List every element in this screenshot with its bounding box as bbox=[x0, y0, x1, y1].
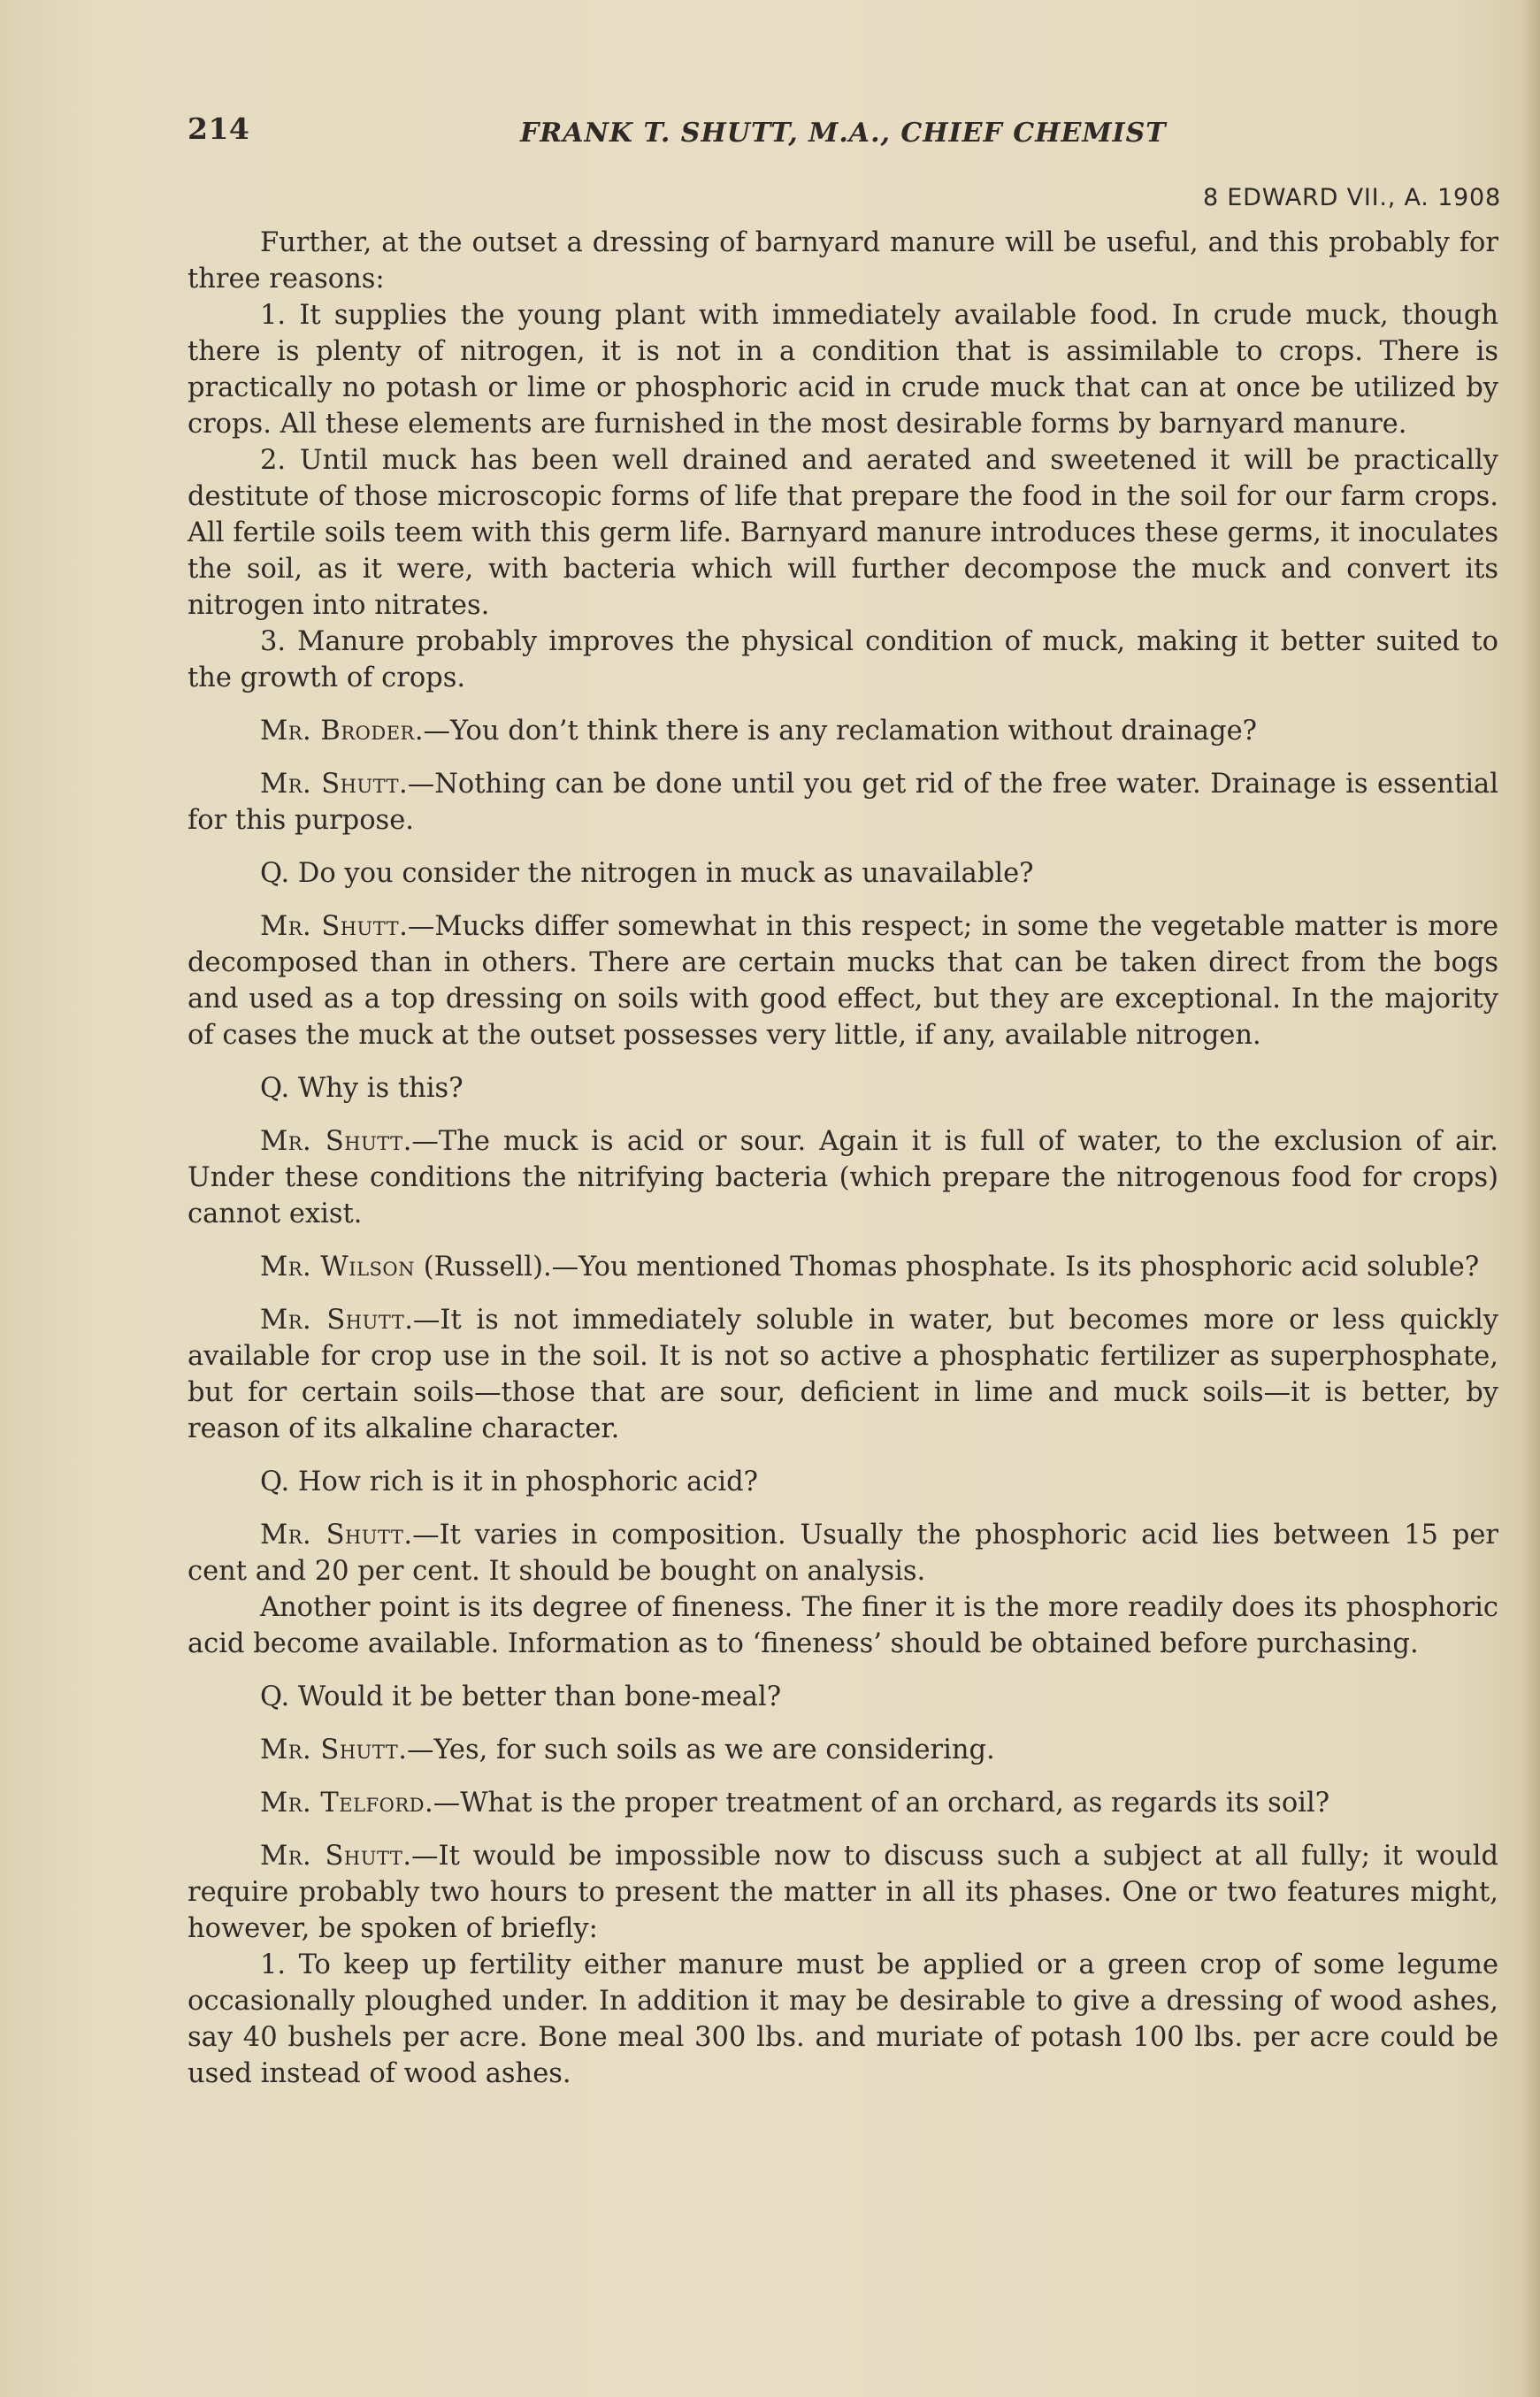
question-paragraph: Q. How rich is it in phosphoric acid? bbox=[260, 1467, 759, 1497]
paragraph: 2. Until muck has been well drained and aerated and sweetened it will be practically destitute of those microscopic forms of life that prepare the food in the soil for our farm crops. All fertile soils teem with this germ life. Barnyard manure introduces these germs, it inoculates the soil, as it were, with bacteria which will further decompose the muck and convert its nitrogen into nitrates. bbox=[188, 445, 1498, 621]
speaker-name: Mr. Shutt bbox=[260, 911, 400, 942]
dialogue-paragraph: Mr. Telford.—What is the proper treatment of an orchard, as regards its soil? bbox=[260, 1788, 1330, 1819]
paragraph: 3. Manure probably improves the physical condition of muck, making it better suited to the growth of crops. bbox=[188, 626, 1498, 693]
paragraph: Another point is its degree of fineness. The finer it is the more readily does its phosphoric acid become available. Information as to ‘fineness’ should be obtained before purchasing. bbox=[188, 1592, 1498, 1659]
speaker-name: Mr. Shutt bbox=[260, 1735, 399, 1765]
speaker-name: Mr. Shutt bbox=[260, 769, 400, 800]
dialogue-paragraph: Mr. Shutt.—Yes, for such soils as we are considering. bbox=[260, 1735, 995, 1765]
speaker-name: Mr. Shutt bbox=[260, 1126, 403, 1157]
page-edge-shadow bbox=[1521, 0, 1540, 2397]
speaker-name: Mr. Wilson bbox=[260, 1252, 415, 1283]
question-paragraph: Q. Do you consider the nitrogen in muck as unavailable? bbox=[260, 858, 1034, 889]
question-paragraph: Q. Why is this? bbox=[260, 1073, 464, 1104]
speaker-name: Mr. Shutt bbox=[260, 1841, 403, 1872]
dialogue-paragraph: Mr. Wilson (Russell).—You mentioned Thomas phosphate. Is its phosphoric acid soluble? bbox=[260, 1252, 1480, 1283]
dialogue-paragraph: Mr. Shutt.—Nothing can be done until you get rid of the free water. Drainage is essential for this purpose. bbox=[188, 769, 1498, 836]
speaker-name: Mr. Telford bbox=[260, 1788, 425, 1819]
dialogue-paragraph: Mr. Shutt.—It is not immediately soluble in water, but becomes more or less quickly available for crop use in the soil. It is not so active a phosphatic fertilizer as superphosphate, but for certain soils—those that are sour, deficient in lime and muck soils—it is better, by reason of its alkaline character. bbox=[188, 1305, 1498, 1444]
dialogue-paragraph: Mr. Shutt.—The muck is acid or sour. Again it is full of water, to the exclusion of air. Under these conditions the nitrifying bacteria (which prepare the nitrogenous food for crops) cannot exist. bbox=[188, 1126, 1498, 1229]
paragraph: Further, at the outset a dressing of barnyard manure will be useful, and this probably for three reasons: bbox=[188, 227, 1498, 295]
speaker-name: Mr. Shutt bbox=[260, 1520, 404, 1551]
paragraph: 1. To keep up fertility either manure must be applied or a green crop of some legume occasionally ploughed under. In addition it may be desirable to give a dressing of wood ashes, say 40 bushels per acre. Bone meal 300 lbs. and muriate of potash 100 lbs. per acre could be used instead of wood ashes. bbox=[188, 1949, 1498, 2089]
dialogue-paragraph: Mr. Shutt.—It varies in composition. Usually the phosphoric acid lies between 15 per cent and 20 per cent. It should be bought on analysis. bbox=[188, 1520, 1498, 1587]
question-paragraph: Q. Would it be better than bone-meal? bbox=[260, 1681, 782, 1712]
session-line: 8 EDWARD VII., A. 1908 bbox=[1202, 184, 1501, 211]
dialogue-paragraph: Mr. Broder.—You don’t think there is any reclamation without drainage? bbox=[260, 716, 1258, 747]
page-number: 214 bbox=[188, 111, 250, 146]
speaker-name: Mr. Broder bbox=[260, 716, 415, 747]
dialogue-paragraph: Mr. Shutt.—It would be impossible now to discuss such a subject at all fully; it would require probably two hours to present the matter in all its phases. One or two features might, however, be spoken of briefly: bbox=[188, 1841, 1498, 1944]
speaker-name: Mr. Shutt bbox=[260, 1305, 405, 1336]
page-body bbox=[188, 225, 1498, 2092]
running-head: FRANK T. SHUTT, M.A., CHIEF CHEMIST bbox=[520, 118, 1167, 149]
paragraph: 1. It supplies the young plant with immediately available food. In crude muck, though there is plenty of nitrogen, it is not in a condition that is assimilable to crops. There is practically no potash or lime or phosphoric acid in crude muck that can at once be utilized by crops. All these elements are furnished in the most desirable forms by barnyard manure. bbox=[188, 300, 1498, 440]
dialogue-paragraph: Mr. Shutt.—Mucks differ somewhat in this respect; in some the vegetable matter is more decomposed than in others. There are certain mucks that can be taken direct from the bogs and used as a top dressing on soils with good effect, but they are exceptional. In the majority of cases the muck at the outset possesses very little, if any, available nitrogen. bbox=[188, 911, 1498, 1051]
